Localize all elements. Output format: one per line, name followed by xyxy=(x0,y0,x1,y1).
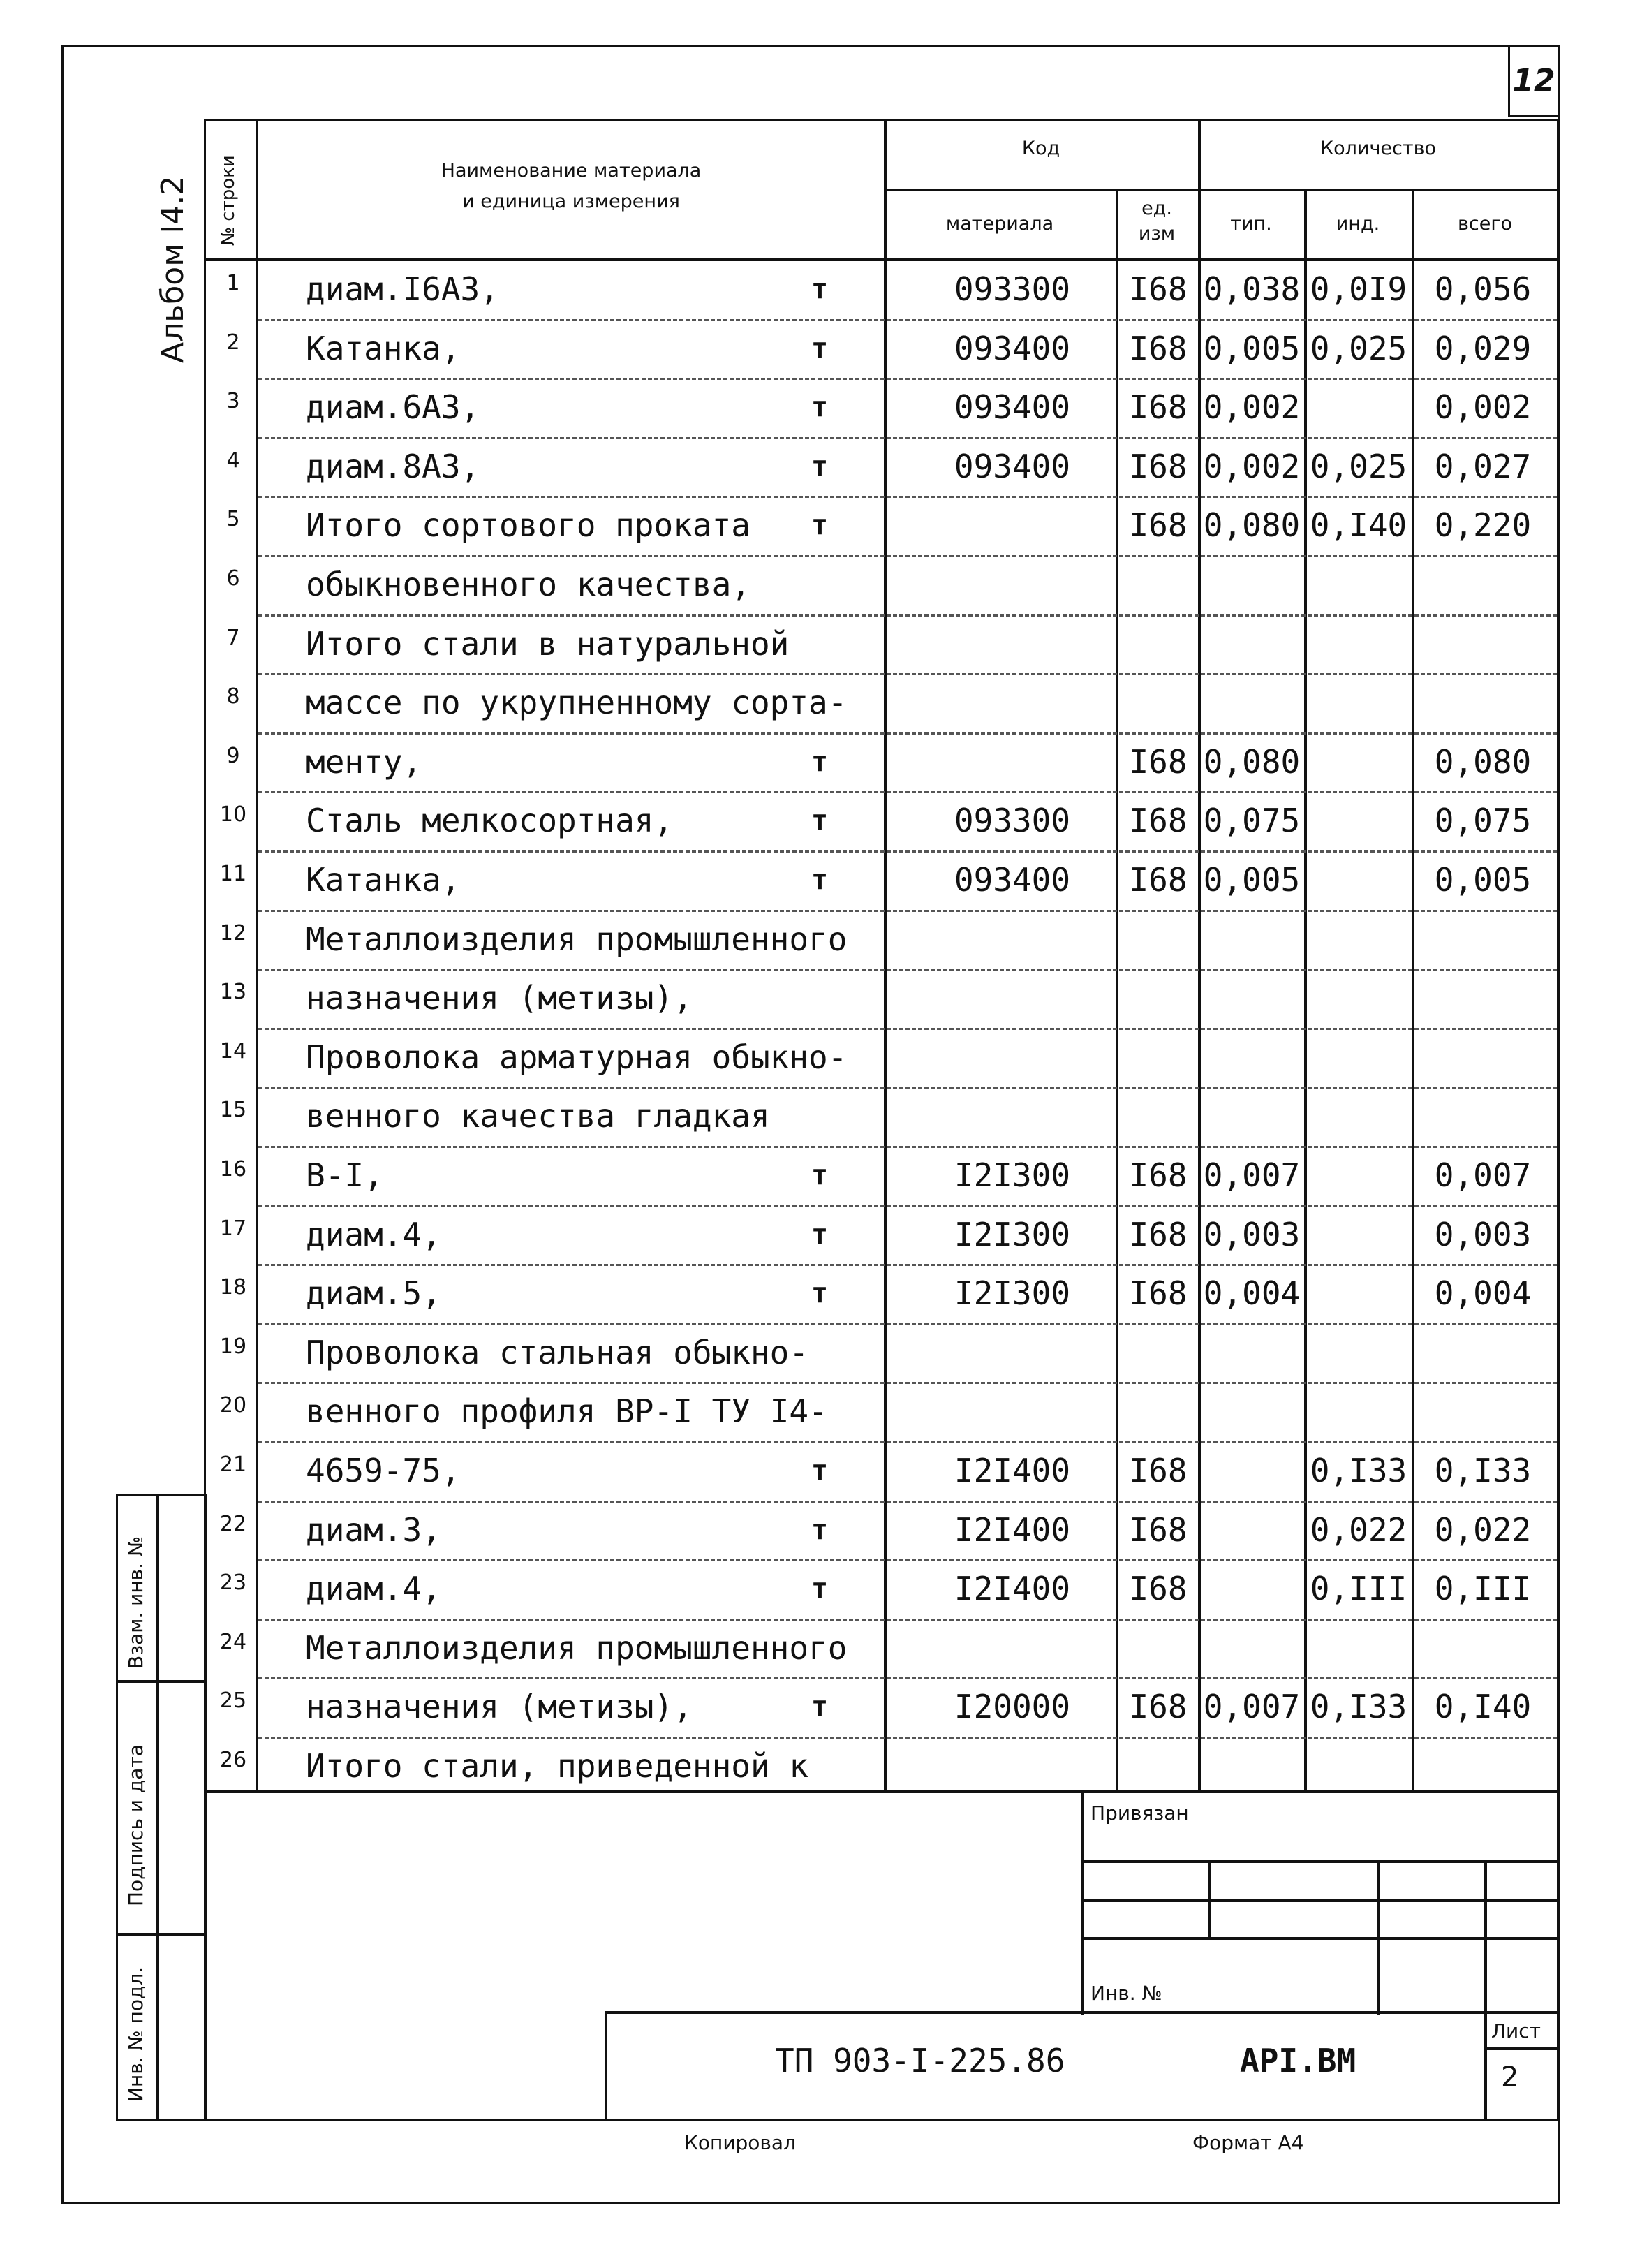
header-ind: инд. xyxy=(1336,213,1380,235)
row-separator xyxy=(258,1441,1557,1443)
row-separator xyxy=(258,1382,1557,1384)
stamp-left-line xyxy=(1081,1790,1084,2015)
row-separator xyxy=(258,673,1557,675)
row-separator xyxy=(258,1619,1557,1621)
row-unit: т xyxy=(811,1513,829,1546)
row-separator xyxy=(258,732,1557,735)
stamp-privyazan: Привязан xyxy=(1090,1802,1189,1825)
row-separator xyxy=(258,496,1557,498)
row-unit: т xyxy=(811,1159,829,1191)
col-line-rownum xyxy=(256,119,258,1793)
row-qty-typ: 0,002 xyxy=(1203,388,1301,427)
row-qty-total: 0,003 xyxy=(1434,1215,1532,1253)
row-qty-total: 0,022 xyxy=(1434,1510,1532,1549)
row-name: диам.5, xyxy=(306,1274,441,1313)
footer-copied: Копировал xyxy=(684,2131,796,2154)
row-unit-code: I68 xyxy=(1129,329,1188,367)
row-unit-code: I68 xyxy=(1129,1215,1188,1253)
row-qty-ind: 0,0I9 xyxy=(1310,270,1407,308)
row-number: 11 xyxy=(219,862,247,886)
row-name: Сталь мелкосортная, xyxy=(306,802,674,840)
row-unit: т xyxy=(811,509,829,542)
row-number: 24 xyxy=(219,1629,247,1654)
row-number: 23 xyxy=(219,1570,247,1596)
row-name: Проволока стальная обыкно- xyxy=(306,1333,809,1371)
doc-code: ТП 903-I-225.86 xyxy=(775,2042,1065,2079)
row-separator xyxy=(258,555,1557,557)
row-qty-ind: 0,I40 xyxy=(1310,506,1407,545)
row-unit: т xyxy=(811,1218,829,1251)
row-unit-code: I68 xyxy=(1129,447,1188,485)
row-separator xyxy=(258,614,1557,617)
row-qty-typ: 0,005 xyxy=(1203,329,1301,367)
col-line-mat xyxy=(1116,190,1118,1793)
row-number: 13 xyxy=(219,980,247,1005)
stamp-line-1 xyxy=(1081,1860,1560,1863)
row-name: Металлоизделия промышленного xyxy=(306,1628,848,1667)
stamp-col-1 xyxy=(1208,1860,1211,1938)
row-qty-ind: 0,025 xyxy=(1310,447,1407,485)
row-unit: т xyxy=(811,1573,829,1605)
sheet-number: 2 xyxy=(1501,2061,1519,2093)
row-name: Итого стали в натуральной xyxy=(306,624,790,663)
row-qty-total: 0,007 xyxy=(1434,1156,1532,1194)
row-number: 2 xyxy=(226,330,240,355)
row-number: 21 xyxy=(219,1452,247,1477)
row-separator xyxy=(258,1205,1557,1207)
row-unit-code: I68 xyxy=(1129,1510,1188,1549)
row-name: диам.3, xyxy=(306,1510,441,1549)
row-material-code: I2I400 xyxy=(954,1452,1071,1489)
row-unit: т xyxy=(811,1455,829,1487)
row-qty-typ: 0,007 xyxy=(1203,1156,1301,1194)
row-name: Металлоизделия промышленного xyxy=(306,920,848,958)
row-qty-total: 0,I33 xyxy=(1434,1452,1532,1489)
row-separator xyxy=(258,1737,1557,1739)
row-number: 6 xyxy=(226,566,240,591)
row-separator xyxy=(258,378,1557,380)
row-unit-code: I68 xyxy=(1129,506,1188,545)
row-unit-code: I68 xyxy=(1129,742,1188,781)
row-unit-code: I68 xyxy=(1129,1570,1188,1608)
row-material-code: 093300 xyxy=(954,802,1071,840)
row-separator xyxy=(258,1087,1557,1089)
row-separator xyxy=(258,437,1557,439)
row-qty-total: 0,004 xyxy=(1434,1274,1532,1313)
col-line-typ xyxy=(1304,190,1307,1793)
header-name-line1: Наименование материала xyxy=(441,160,702,182)
header-line-mid xyxy=(884,189,1558,191)
stamp-col-2 xyxy=(1377,1860,1380,2015)
row-name: венного профиля ВР-I ТУ I4- xyxy=(306,1392,828,1431)
row-number: 4 xyxy=(226,448,240,473)
row-unit-code: I68 xyxy=(1129,802,1188,840)
row-number: 16 xyxy=(219,1157,247,1181)
row-material-code: I2I300 xyxy=(954,1156,1071,1194)
row-unit: т xyxy=(811,332,829,364)
titleblock-sheet-line xyxy=(1484,2047,1560,2050)
row-unit: т xyxy=(811,1691,829,1723)
row-separator xyxy=(258,910,1557,912)
footer-format: Формат А4 xyxy=(1192,2131,1304,2154)
row-number: 25 xyxy=(219,1688,247,1714)
row-separator xyxy=(258,1559,1557,1561)
row-separator xyxy=(258,1264,1557,1266)
row-separator xyxy=(258,1028,1557,1030)
row-separator xyxy=(258,850,1557,853)
row-qty-ind: 0,025 xyxy=(1310,329,1407,367)
row-number: 8 xyxy=(226,684,240,709)
row-qty-typ: 0,080 xyxy=(1203,742,1301,781)
row-qty-total: 0,002 xyxy=(1434,388,1532,427)
row-qty-total: 0,075 xyxy=(1434,802,1532,840)
row-number: 7 xyxy=(226,625,240,650)
side-stamp-line-1 xyxy=(116,1680,207,1683)
row-material-code: 093400 xyxy=(954,388,1071,427)
row-number: 3 xyxy=(226,389,240,414)
row-qty-total: 0,029 xyxy=(1434,329,1532,367)
row-unit-code: I68 xyxy=(1129,1688,1188,1726)
row-qty-ind: 0,I33 xyxy=(1310,1452,1407,1489)
row-material-code: 093300 xyxy=(954,270,1071,308)
row-unit: т xyxy=(811,1277,829,1310)
row-separator xyxy=(258,1323,1557,1325)
row-qty-total: 0,027 xyxy=(1434,447,1532,485)
row-unit: т xyxy=(811,450,829,483)
stamp-col-3 xyxy=(1484,1860,1487,2015)
row-qty-ind: 0,022 xyxy=(1310,1510,1407,1549)
side-label-inv-podl: Инв. № подл. xyxy=(124,1966,147,2102)
row-name: массе по укрупненному сорта- xyxy=(306,684,848,722)
row-number: 15 xyxy=(219,1098,247,1123)
row-qty-typ: 0,075 xyxy=(1203,802,1301,840)
row-name: Итого сортового проката xyxy=(306,506,750,545)
album-label: Альбом I4.2 xyxy=(155,175,191,363)
col-line-ind xyxy=(1412,190,1414,1793)
row-number: 14 xyxy=(219,1038,247,1063)
row-qty-total: 0,056 xyxy=(1434,270,1532,308)
row-unit-code: I68 xyxy=(1129,270,1188,308)
side-stamp-divider xyxy=(156,1494,159,2121)
row-material-code: I2I400 xyxy=(954,1510,1071,1549)
row-qty-total: 0,220 xyxy=(1434,506,1532,545)
row-number: 5 xyxy=(226,507,240,532)
row-unit: т xyxy=(811,804,829,837)
row-number: 10 xyxy=(219,802,247,827)
row-material-code: 093400 xyxy=(954,861,1071,899)
row-separator xyxy=(258,1677,1557,1679)
row-name: Катанка, xyxy=(306,861,461,899)
header-code: Код xyxy=(1021,138,1060,159)
side-label-podpis: Подпись и дата xyxy=(124,1744,147,1906)
row-qty-typ: 0,038 xyxy=(1203,270,1301,308)
row-unit: т xyxy=(811,745,829,778)
row-unit: т xyxy=(811,391,829,424)
row-material-code: I2I300 xyxy=(954,1274,1071,1313)
row-unit-code: I68 xyxy=(1129,861,1188,899)
row-material-code: I20000 xyxy=(954,1688,1071,1726)
stamp-inv-no: Инв. № xyxy=(1090,1982,1162,2005)
row-name: диам.6АЗ, xyxy=(306,388,480,427)
row-qty-total: 0,III xyxy=(1434,1570,1532,1608)
row-qty-ind: 0,I33 xyxy=(1310,1688,1407,1726)
row-number: 20 xyxy=(219,1393,247,1418)
row-unit: т xyxy=(811,864,829,896)
header-row-number: № строки xyxy=(218,155,239,246)
row-name: Катанка, xyxy=(306,329,461,367)
row-name: Итого стали, приведенной к xyxy=(306,1747,809,1785)
row-qty-total: 0,080 xyxy=(1434,742,1532,781)
row-material-code: I2I400 xyxy=(954,1570,1071,1608)
row-name: диам.4, xyxy=(306,1215,441,1253)
header-quantity: Количество xyxy=(1319,138,1437,159)
row-qty-typ: 0,080 xyxy=(1203,506,1301,545)
row-qty-typ: 0,002 xyxy=(1203,447,1301,485)
row-number: 1 xyxy=(226,271,240,295)
row-unit-code: I68 xyxy=(1129,388,1188,427)
sheet-label: Лист xyxy=(1491,2019,1541,2042)
doc-mark: АPI.ВМ xyxy=(1240,2042,1356,2079)
row-number: 19 xyxy=(219,1334,247,1359)
row-unit-code: I68 xyxy=(1129,1452,1188,1489)
row-qty-typ: 0,005 xyxy=(1203,861,1301,899)
row-qty-total: 0,005 xyxy=(1434,861,1532,899)
row-name: Проволока арматурная обыкно- xyxy=(306,1038,848,1076)
row-qty-typ: 0,007 xyxy=(1203,1688,1301,1726)
row-separator xyxy=(258,791,1557,793)
row-material-code: I2I300 xyxy=(954,1215,1071,1253)
row-qty-total: 0,I40 xyxy=(1434,1688,1532,1726)
row-name: обыкновенного качества, xyxy=(306,566,750,603)
row-material-code: 093400 xyxy=(954,329,1071,367)
row-number: 18 xyxy=(219,1275,247,1300)
row-name: назначения (метизы), xyxy=(306,1688,693,1726)
header-material: материала xyxy=(945,213,1054,235)
row-unit: т xyxy=(811,273,829,305)
titleblock-left xyxy=(605,2011,607,2121)
row-number: 26 xyxy=(219,1748,247,1772)
row-name: 4659-75, xyxy=(306,1452,461,1489)
row-name: диам.I6АЗ, xyxy=(306,270,499,308)
row-unit-code: I68 xyxy=(1129,1274,1188,1313)
row-separator xyxy=(258,1501,1557,1503)
row-name: назначения (метизы), xyxy=(306,979,693,1017)
row-number: 17 xyxy=(219,1216,247,1241)
row-separator xyxy=(258,969,1557,971)
row-number: 22 xyxy=(219,1511,247,1536)
header-name-line2: и единица измерения xyxy=(462,191,680,212)
col-line-right xyxy=(1557,119,1560,2121)
page-number: 12 xyxy=(1512,63,1555,98)
header-unit-line2: изм xyxy=(1138,223,1176,244)
row-separator xyxy=(258,319,1557,321)
header-unit-line1: ед. xyxy=(1141,198,1172,219)
header-typ: тип. xyxy=(1230,213,1272,235)
row-qty-typ: 0,003 xyxy=(1203,1215,1301,1253)
row-number: 12 xyxy=(219,920,247,945)
side-stamp-line-2 xyxy=(116,1933,207,1936)
row-name: В-I, xyxy=(306,1156,383,1194)
side-label-vzam: Взам. инв. № xyxy=(124,1536,147,1669)
row-qty-typ: 0,004 xyxy=(1203,1274,1301,1313)
row-name: менту, xyxy=(306,742,422,781)
row-qty-ind: 0,III xyxy=(1310,1570,1407,1608)
titleblock-sheet-divider xyxy=(1484,2011,1487,2121)
row-number: 9 xyxy=(226,743,240,768)
table-bottom-line xyxy=(204,1790,1560,1793)
stamp-line-3 xyxy=(1081,1937,1560,1940)
row-material-code: 093400 xyxy=(954,447,1071,485)
stamp-line-2 xyxy=(1081,1899,1560,1902)
row-separator xyxy=(258,1146,1557,1148)
header-total: всего xyxy=(1457,213,1513,235)
header-line-bottom xyxy=(204,258,1560,261)
row-name: диам.8АЗ, xyxy=(306,447,480,485)
row-name: диам.4, xyxy=(306,1570,441,1608)
titleblock-top xyxy=(605,2011,1560,2014)
row-name: венного качества гладкая xyxy=(306,1097,770,1135)
row-unit-code: I68 xyxy=(1129,1156,1188,1194)
